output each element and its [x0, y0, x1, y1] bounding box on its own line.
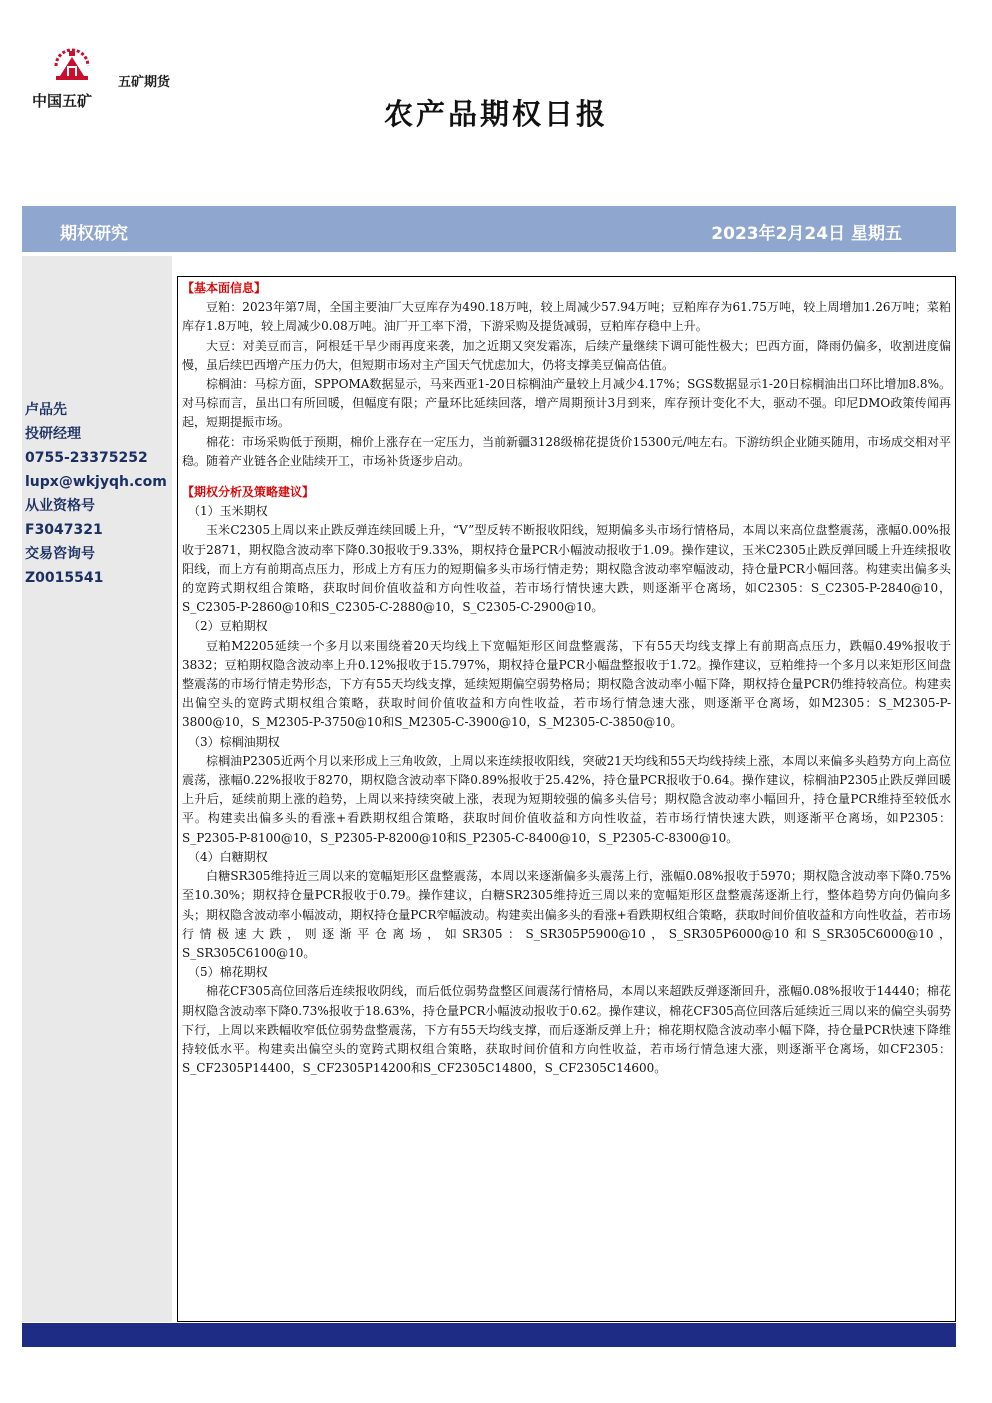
section-spacer — [182, 471, 951, 483]
cotton-option-title: （5）棉花期权 — [188, 965, 268, 980]
analyst-phone: 0755-23375252 — [25, 450, 148, 466]
qualification-number: F3047321 — [25, 522, 103, 538]
consult-number: Z0015541 — [25, 570, 104, 586]
corn-option-title: （1）玉米期权 — [188, 504, 268, 519]
logo-text: 中国五矿 — [32, 92, 93, 110]
analyst-role: 投研经理 — [25, 426, 81, 442]
company-name: 五矿期货 — [118, 75, 171, 90]
soymeal-option-title: （2）豆粕期权 — [188, 619, 268, 634]
footer-bar — [22, 1323, 956, 1347]
report-body — [177, 276, 956, 1322]
fundamentals-heading: 【基本面信息】 — [182, 281, 267, 295]
consult-label: 交易咨询号 — [25, 546, 95, 562]
banner-date: 2023年2月24日 星期五 — [711, 224, 902, 244]
palm-oil-option-title: （3）棕榈油期权 — [188, 734, 280, 749]
analyst-info — [25, 398, 167, 590]
sugar-option-title: （4）白糖期权 — [188, 849, 268, 864]
wumine-emblem-icon — [50, 42, 94, 86]
strategy-heading: 【期权分析及策略建议】 — [182, 485, 315, 500]
fundamentals-paragraph: 棉花：市场采购低于预期，棉价上涨存在一定压力，当前新疆3128级棉花提货价15300元/吨左右。下游纺织企业随买随用，市场成交相对平稳。随着产业链各企业陆续开工，市场补货逐步启动。 — [182, 434, 951, 468]
banner-section-label: 期权研究 — [60, 224, 128, 244]
sugar-option-text: 白糖SR305维持近三周以来的宽幅矩形区盘整震荡，本周以来逐渐偏多头震荡上行，涨幅0.08%报收于5970；期权隐含波动率下降0.75%至10.30%；期权持仓量PCR报收于0.79。操作建议，白糖SR2305维持近三周以来的宽幅矩形区盘整震荡逐渐上行，整体趋势方向仍偏向多头；期权隐含波动率小幅波动，期权持仓量PCR窄幅波动。构建卖出偏多头的看涨+看跌期权组合策略，获取时间价值收益和方向性收益，若市场行情极速大跌，则逐渐平仓离场，如SR305：S_SR305P5900@10，S_SR305P6000@10和S_SR305C6000@10，S_SR305C6100@10。 — [182, 869, 951, 960]
palm-oil-option-text: 棕榈油P2305近两个月以来形成上三角收敛，上周以来连续报收阳线，突破21天均线和55天均线持续上涨，本周以来偏多头趋势方向上高位震荡，涨幅0.22%报收于8270，期权隐含波动率下降0.89%报收于25.42%，持仓量PCR报收于0.64。操作建议，棕榈油P2305止跌反弹回暖上升后，延续前期上涨的趋势，上周以来持续突破上涨，表现为短期较强的偏多头信号；期权隐含波动率小幅回升，持仓量PCR维持至较低水平。构建卖出偏多头的看涨+看跌期权组合策略，获取时间价值收益和方向性收益，若市场行情快速大跌，则逐渐平仓离场，如P2305：S_P2305-P-8100@10，S_P2305-P-8200@10和S_P2305-C-8400@10，S_P2305-C-8300@10。 — [182, 753, 951, 845]
fundamentals-paragraph: 大豆：对美豆而言，阿根廷干旱少雨再度来袭，加之近期又突发霜冻，后续产量继续下调可能性极大；巴西方面，降雨仍偏多，收割进度偏慢，虽后续巴西增产压力仍大，但短期市场对主产国天气忧虑加大，仍将支撑美豆偏高估值。 — [182, 338, 951, 372]
fundamentals-paragraph: 棕榈油：马棕方面，SPPOMA数据显示，马来西亚1-20日棕榈油产量较上月减少4.17%；SGS数据显示1-20日棕榈油出口环比增加8.8%。对马棕而言，虽出口有所回暖，但幅度有限；产量环比延续回落，增产周期预计3月到来，库存预计变化不大，驱动不强。印尼DMO政策传闻再起，短期提振市场。 — [182, 377, 951, 430]
analyst-email[interactable]: lupx@wkjyqh.com — [25, 474, 167, 490]
page-title: 农产品期权日报 — [383, 97, 608, 131]
soymeal-option-text: 豆粕M2205延续一个多月以来围绕着20天均线上下宽幅矩形区间盘整震荡，下有55天均线支撑上有前期高点压力，跌幅0.49%报收于3832；豆粕期权隐含波动率上升0.12%报收于15.797%，期权持仓量PCR小幅盘整报收于1.72。操作建议，豆粕维持一个多月以来矩形区间盘整震荡的市场行情走势形态，下方有55天均线支撑，延续短期偏空弱势格局；期权隐含波动率小幅下降，期权持仓量PCR仍维持较高位。构建卖出偏空头的宽跨式期权组合策略，获取时间价值收益和方向性收益，若市场行情急速大涨，则逐渐平仓离场，如M2305：S_M2305-P-3800@10，S_M2305-P-3750@10和S_M2305-C-3900@10，S_M2305-C-3850@10。 — [182, 638, 951, 730]
fundamentals-paragraph: 豆粕：2023年第7周，全国主要油厂大豆库存为490.18万吨，较上周减少57.94万吨；豆粕库存为61.75万吨，较上周增加1.26万吨；菜粕库存1.8万吨，较上周减少0.08万吨。油厂开工率下滑，下游采购及提货减弱，豆粕库存稳中上升。 — [182, 300, 951, 334]
qualification-label: 从业资格号 — [25, 498, 95, 514]
analyst-name: 卢品先 — [25, 402, 67, 418]
corn-option-text: 玉米C2305上周以来止跌反弹连续回暖上升，“V”型反转不断报收阳线，短期偏多头市场行情格局，本周以来高位盘整震荡，涨幅0.00%报收于2871，期权隐含波动率下降0.30报收于9.33%，期权持仓量PCR小幅波动报收于1.09。操作建议，玉米C2305止跌反弹回暖上升连续报收阳线，而上方有前期高点压力，形成上方有压力的短期偏多头市场行情走势；期权隐含波动率窄幅波动，持仓量PCR小幅回落。构建卖出偏多头的宽跨式期权组合策略，获取时间价值收益和方向性收益，若市场行情快速大跌，则逐渐平仓离场，如C2305：S_C2305-P-2840@10，S_C2305-P-2860@10和S_C2305-C-2880@10，S_C2305-C-2900@10。 — [182, 523, 951, 615]
cotton-option-text: 棉花CF305高位回落后连续报收阴线，而后低位弱势盘整区间震荡行情格局，本周以来超跌反弹逐渐回升，涨幅0.08%报收于14440；棉花期权隐含波动率下降0.73%报收于18.63%，持仓量PCR小幅波动报收于0.62。操作建议，棉花CF305高位回落后延续近三周以来的偏空头弱势下行，上周以来跌幅收窄低位弱势盘整震荡，下方有55天均线支撑，而后逐渐反弹上升；棉花期权隐含波动率小幅下降，持仓量PCR快速下降维持较低水平。构建卖出偏空头的宽跨式期权组合策略，获取时间价值和方向性收益，若市场行情急速大涨，则逐渐平仓离场，如CF2305：S_CF2305P14400，S_CF2305P14200和S_CF2305C14800，S_CF2305C14600。 — [182, 984, 951, 1076]
section-banner — [22, 206, 956, 252]
analyst-sidebar — [22, 256, 172, 1322]
